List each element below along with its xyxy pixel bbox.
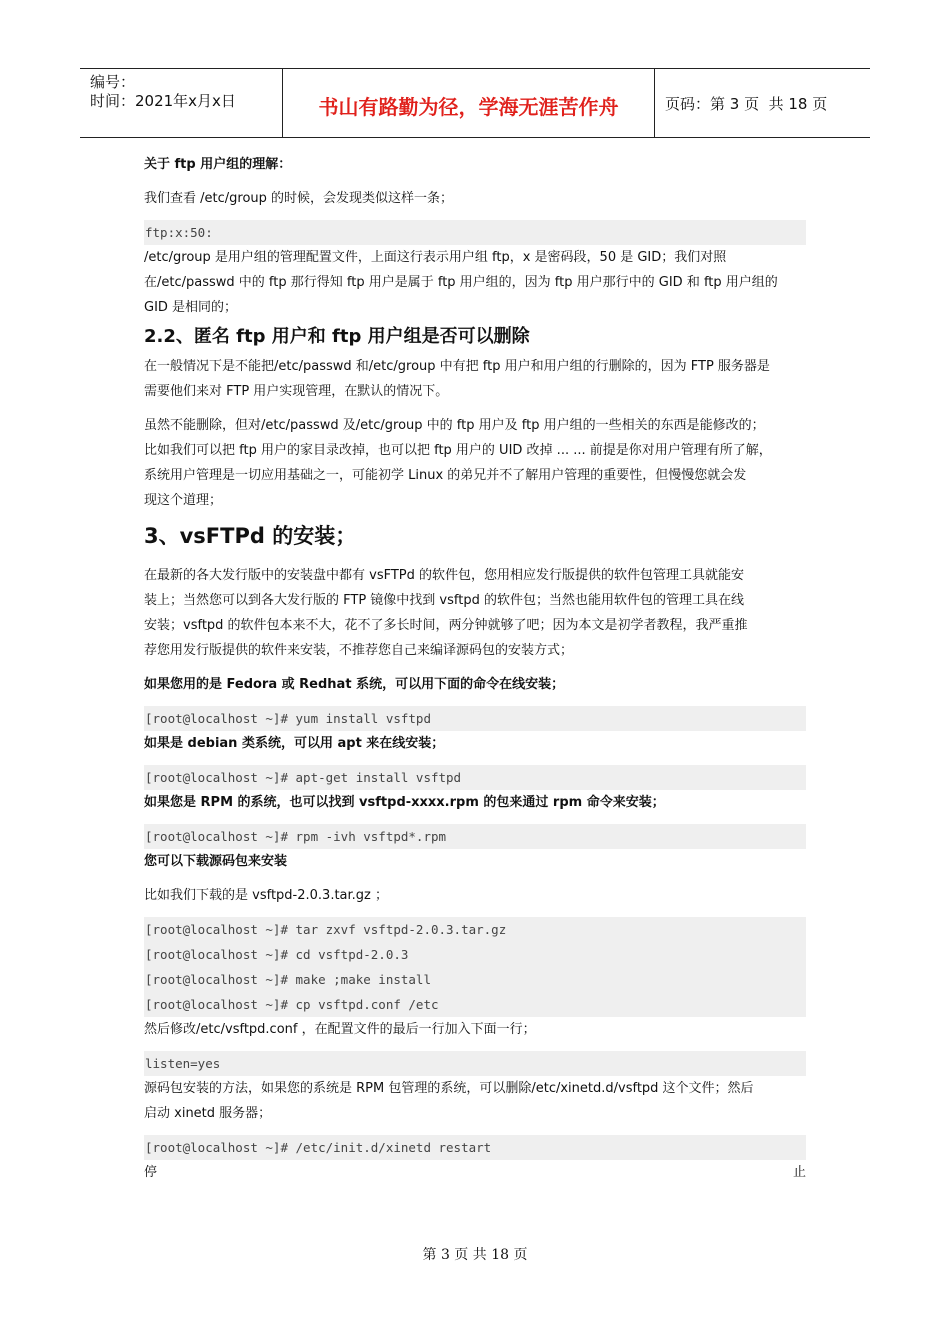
header-page-cell — [655, 69, 870, 137]
group-explain-line: GID 是相同的； — [144, 300, 238, 315]
code-block-xinetd — [144, 1135, 806, 1160]
paragraph-line: 现这个道理； — [144, 493, 223, 508]
paragraph-line: 比如我们可以把 ftp 用户的家目录改掉，也可以把 ftp 用户的 UID 改掉 ... ... 前提是你对用户管理有所了解， — [144, 443, 772, 458]
stop-line — [144, 1160, 806, 1185]
code-block-rpm — [144, 824, 806, 849]
stop-right-char: 止 — [792, 1165, 806, 1180]
header-page-number: 页码：第 3 页 共 18 页 — [665, 95, 828, 113]
code-line: ftp:x:50: — [145, 225, 213, 240]
rpm-install-heading: 如果您是 RPM 的系统，也可以找到 vsftpd-xxxx.rpm 的包来通过 rpm 命令来安装； — [144, 795, 665, 810]
header-motto-cell — [283, 69, 655, 137]
code-line: [root@localhost ~]# yum install vsftpd — [145, 711, 431, 726]
code-line: [root@localhost ~]# apt-get install vsftpd — [145, 770, 462, 785]
paragraph-line: 在最新的各大发行版中的安装盘中都有 vsFTPd 的软件包，您用相应发行版提供的软件包管理工具就能安 — [144, 568, 745, 583]
code-line: [root@localhost ~]# make ;make install — [145, 972, 431, 987]
code-line: [root@localhost ~]# tar zxvf vsftpd-2.0.3.tar.gz — [145, 922, 507, 937]
ftp-group-intro: 我们查看 /etc/group 的时候，会发现类似这样一条； — [144, 191, 454, 206]
fedora-install-heading: 如果您用的是 Fedora 或 Redhat 系统，可以用下面的命令在线安装； — [144, 677, 565, 692]
stop-left-char: 停 — [144, 1165, 158, 1180]
paragraph-line: 源码包安装的方法，如果您的系统是 RPM 包管理的系统，可以删除/etc/xinetd.d/vsftpd 这个文件；然后 — [144, 1081, 754, 1096]
code-block-group — [144, 220, 806, 245]
document-number-label: 编号： — [90, 73, 136, 91]
code-block-yum — [144, 706, 806, 731]
source-example-line: 比如我们下载的是 vsftpd-2.0.3.tar.gz ； — [144, 888, 389, 903]
code-block-listen — [144, 1051, 806, 1076]
section-3-title: 3、vsFTPd 的安装； — [144, 524, 357, 548]
group-explain-line: 在/etc/passwd 中的 ftp 那行得知 ftp 用户是属于 ftp 用户组的，因为 ftp 用户那行中的 GID 和 ftp 用户组的 — [144, 275, 778, 290]
header-motto: 书山有路勤为径，学海无涯苦作舟 — [318, 95, 619, 119]
paragraph-line: 在一般情况下是不能把/etc/passwd 和/etc/group 中有把 ftp 用户和用户组的行删除的，因为 FTP 服务器是 — [144, 359, 770, 374]
paragraph-line: 启动 xinetd 服务器； — [144, 1106, 272, 1121]
source-install-heading: 您可以下载源码包来安装 — [144, 854, 288, 869]
code-line: [root@localhost ~]# cd vsftpd-2.0.3 — [145, 947, 409, 962]
paragraph-line: 虽然不能删除，但对/etc/passwd 及/etc/group 中的 ftp 用户及 ftp 用户组的一些相关的东西是能修改的； — [144, 418, 765, 433]
code-line: [root@localhost ~]# /etc/init.d/xinetd restart — [145, 1140, 492, 1155]
code-line: [root@localhost ~]# cp vsftpd.conf /etc — [145, 997, 439, 1012]
paragraph-line: 安装；vsftpd 的软件包本来不大，花不了多长时间，两分钟就够了吧；因为本文是初学者教程，我严重推 — [144, 618, 748, 633]
paragraph-line: 荐您用发行版提供的软件来安装，不推荐您自己来编译源码包的安装方式； — [144, 643, 574, 658]
modify-conf-line: 然后修改/etc/vsftpd.conf ，在配置文件的最后一行加入下面一行； — [144, 1022, 536, 1037]
code-block-apt — [144, 765, 806, 790]
paragraph-line: 需要他们来对 FTP 用户实现管理，在默认的情况下。 — [144, 384, 449, 399]
debian-install-heading: 如果是 debian 类系统，可以用 apt 来在线安装； — [144, 736, 445, 751]
code-line: [root@localhost ~]# rpm -ivh vsftpd*.rpm — [145, 829, 447, 844]
header-info-cell — [80, 69, 283, 137]
group-explain-line: /etc/group 是用户组的管理配置文件，上面这行表示用户组 ftp，x 是密码段，50 是 GID；我们对照 — [144, 250, 727, 265]
ftp-group-heading: 关于 ftp 用户组的理解： — [144, 157, 292, 172]
footer-page-number: 第 3 页 共 18 页 — [422, 1247, 528, 1263]
paragraph-line: 系统用户管理是一切应用基础之一，可能初学 Linux 的弟兄并不了解用户管理的重要性，但慢慢您就会发 — [144, 468, 747, 483]
document-time-label: 时间：2021年x月x日 — [90, 92, 236, 110]
document-body — [144, 152, 806, 1185]
code-line: listen=yes — [145, 1056, 221, 1071]
section-2-2-title: 2.2、匿名 ftp 用户和 ftp 用户组是否可以删除 — [144, 326, 530, 347]
paragraph-line: 装上；当然您可以到各大发行版的 FTP 镜像中找到 vsftpd 的软件包；当然也能用软件包的管理工具在线 — [144, 593, 744, 608]
header-table — [80, 68, 870, 138]
code-block-source — [144, 917, 806, 1017]
